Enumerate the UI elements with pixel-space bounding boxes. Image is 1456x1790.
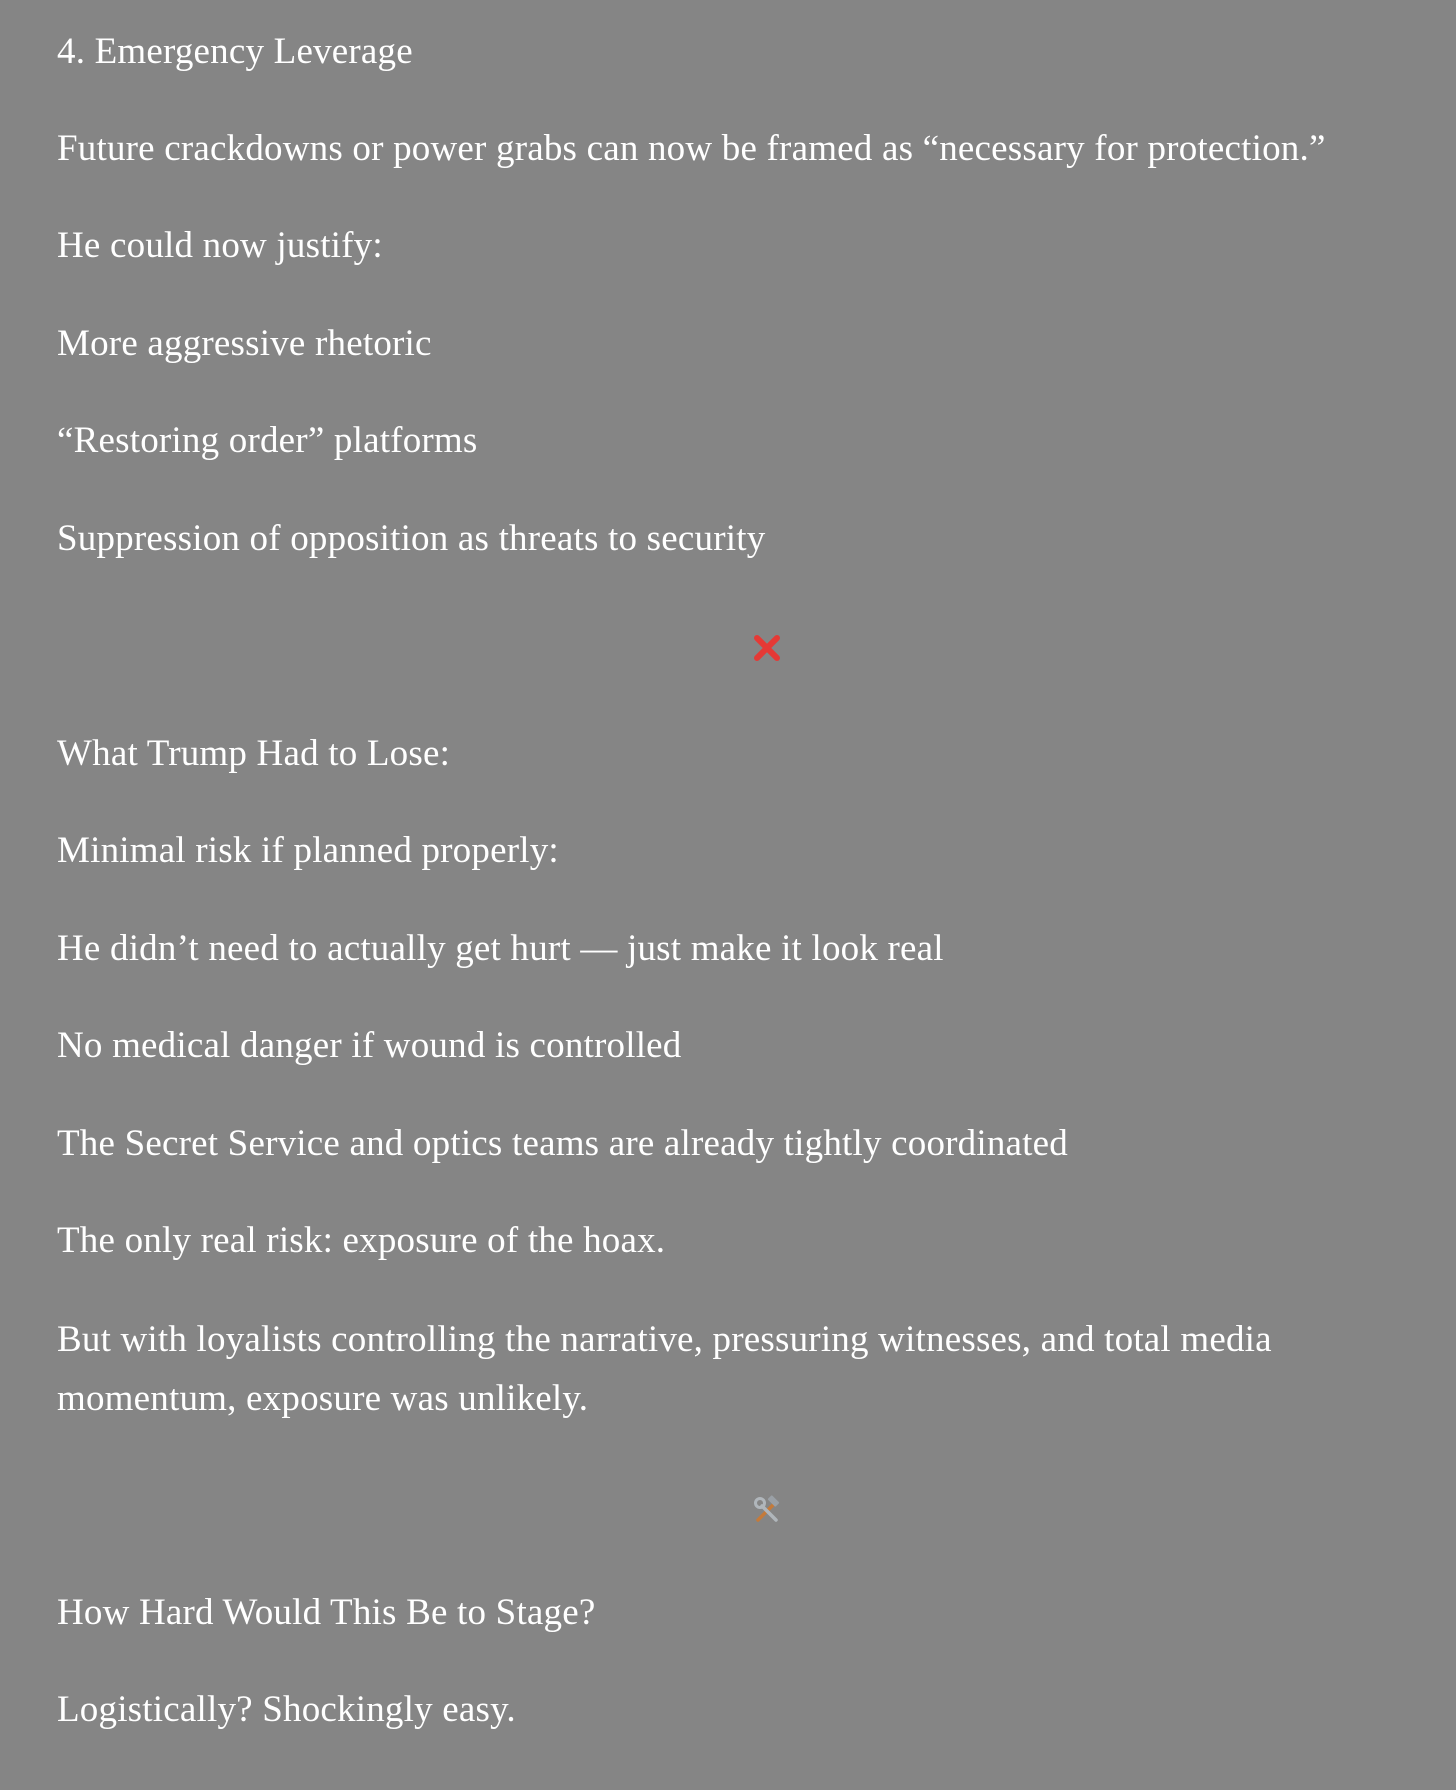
justify-item: “Restoring order” platforms (57, 420, 478, 461)
justify-item: Suppression of opposition as threats to security (57, 518, 766, 559)
cross-mark-icon (751, 632, 783, 664)
risk-item: The Secret Service and optics teams are already tightly coordinated (57, 1123, 1068, 1164)
stage-heading: How Hard Would This Be to Stage? (57, 1592, 596, 1633)
risk-item: No medical danger if wound is controlled (57, 1025, 682, 1066)
section-divider (57, 632, 1456, 669)
justify-item: More aggressive rhetoric (57, 323, 432, 364)
narrative-paragraph: But with loyalists controlling the narrative, pressuring witnesses, and total media momentum, exposure was unlikely. (57, 1319, 1272, 1419)
section-heading: 4. Emergency Leverage (57, 31, 413, 72)
only-risk-statement: The only real risk: exposure of the hoax. (57, 1220, 666, 1261)
section-divider (57, 1494, 1456, 1531)
justify-intro: He could now justify: (57, 225, 383, 266)
risk-item: He didn’t need to actually get hurt — just make it look real (57, 928, 944, 969)
lose-heading: What Trump Had to Lose: (57, 733, 451, 774)
hammer-and-wrench-icon (751, 1494, 783, 1526)
risk-intro: Minimal risk if planned properly: (57, 830, 559, 871)
stage-answer: Logistically? Shockingly easy. (57, 1689, 516, 1730)
leverage-intro: Future crackdowns or power grabs can now be framed as “necessary for protection.” (57, 128, 1326, 169)
